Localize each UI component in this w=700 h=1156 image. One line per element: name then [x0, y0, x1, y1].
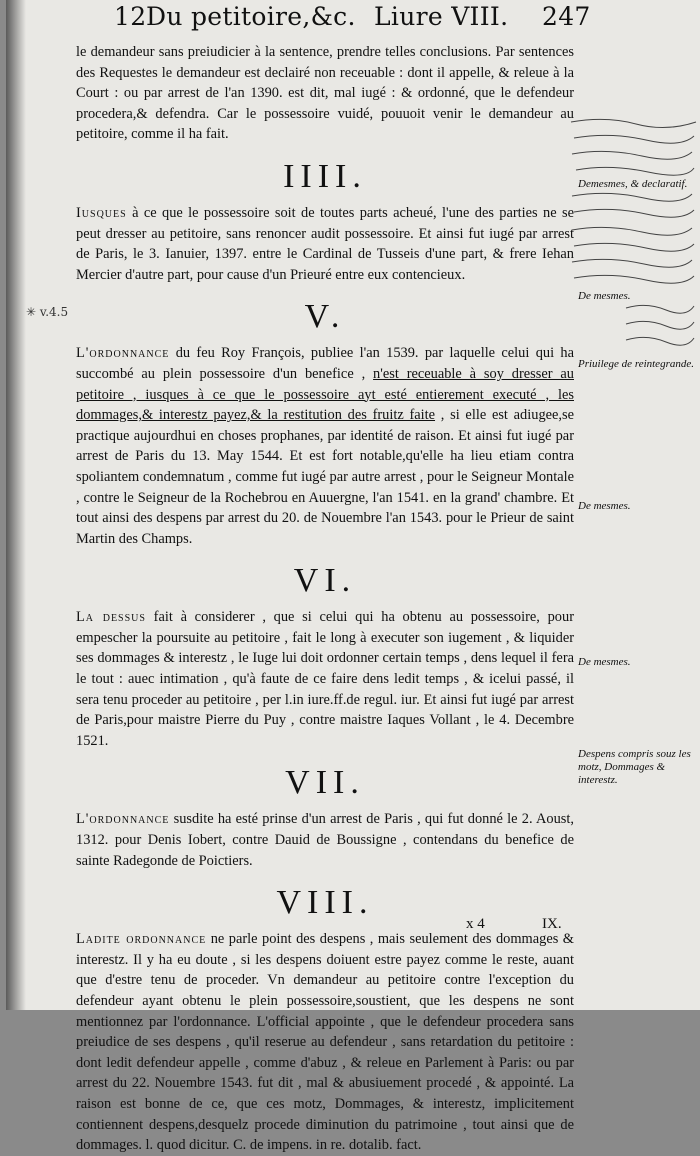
- section-heading-5: V.: [304, 298, 346, 336]
- section-6-body: fait à considerer , que si celui qui ha obtenu au possessoire, pour empescher la poursuite au petitoire , fait le long à executer son iugement , & liquider ses dommages & interestz , le Iuge lui doit ordonner certain temps , dens lequel il fera le tout : auec intimation , qu'à faute de ce faire dens ledit temps , & icelui passé, il sera tenu proceder au petitoire , per l.in iure.ff.de regul. iur. Et ainsi fut iugé par arrest de Paris,pour maistre Pierre du Puy , contre maistre Iaques Vollant , le 4. Decembre 1521.: [76, 609, 574, 749]
- header-book: Liure VIII.: [374, 2, 509, 31]
- margin-note-4: De mesmes.: [578, 500, 631, 512]
- section-7-text: [76, 809, 574, 871]
- section-4-lead: Iusques: [76, 204, 127, 221]
- header-page-left: 12: [114, 2, 147, 31]
- section-5-text: [76, 343, 574, 549]
- header-title: Du petitoire,&c.: [146, 2, 356, 31]
- margin-note-5: De mesmes.: [578, 656, 631, 668]
- section-8-body: ne parle point des despens , mais seulement des dommages & interestz. Il y ha eu doute , si les despens doiuent estre payez comme le reste, auant que d'estre tenu de proceder. Vn demandeur au petitoire contre l'exception du defendeur ayant obtenu le plein possessoire,soustient, que les despens ne sont mentionnez par l'ordonnance. L'official appointe , que le defendeur procedera sans preiudice de ses despens , qu'il reserue au defendeur , sans retardation du petitoire : dont ledit defendeur appelle , comme d'abuz , & releue en Parlement à Paris: ou par arrest du 22. Nouembre 1543. fut dit , mal & abusiuement procedé , & appointé. La raison est bonne de ce, que ces motz, Dommages, & interestz, implicitement contiennent despens,desquelz procede diminution du patrimoine , tout ainsi que de dommages. l. quod dicitur. C. de impens. in re. dotalib. fact.: [76, 931, 574, 1154]
- margin-note-3: Priuilege de reintegrande.: [578, 358, 694, 370]
- section-8-lead: Ladite ordonnance: [76, 931, 207, 948]
- section-5-body-a: du feu Roy François, publiee l'an 1539. par laquelle celui qui ha succombé au plein possessoire d'un benefice ,: [76, 345, 574, 382]
- section-heading-8: VIII.: [276, 884, 374, 922]
- section-7-body: susdite ha esté prinse d'un arrest de Paris , qui fut donné le 2. Aoust, 1312. pour Denis Iobert, contre Dauid de Boussigne , contendans du benefice de sainte Radegonde de Poictiers.: [76, 811, 574, 869]
- section-7-lead: L'ordonnance: [76, 811, 170, 828]
- signature-mark: x 4: [466, 916, 485, 932]
- page-number: 247: [542, 2, 591, 31]
- section-5-underlined: n'est receuable à soy dresser au petitoire , iusques à ce que le possessoire ayt esté entierement executé , les dommages,& interestz payez,& la restitution des fruitz faite: [76, 365, 574, 424]
- section-4-body: à ce que le possessoire soit de toutes parts acheué, l'une des parties ne se peut dresser au petitoire, sans renoncer audit possessoire. Et ainsi fut iugé par arrest de Paris, le 3. Ianuier, 1397. entre le Cardinal de Tusseis d'une part, & frere Iehan Mercier d'autre part, pour cause d'un Prieuré entre eux contencieux.: [76, 204, 574, 283]
- margin-note-2: De mesmes.: [578, 290, 631, 302]
- section-6-lead: La dessus: [76, 609, 146, 626]
- section-6-text: [76, 607, 574, 751]
- catchword: IX.: [542, 916, 562, 932]
- page-footer: [76, 916, 574, 938]
- section-5-body-b: , si elle est adiugee,se practique aujourdhui en choses prophanes, par identité de raison. Et ainsi fut iugé par arrest de Paris du 13. May 1544. Et est fort notable,qu'elle ha lieu etiam contra spoliantem condemnatum , comme fut iugé par autre arrest , pour le Seigneur Montale , contre le Seigneur de la Rochebrou en Auuergne, l'an 1541. en la grand' chambre. Et tout ainsi des despens par arrest du 20. de Nouembre l'an 1543. pour le Prieur de saint Martin des Champs.: [76, 407, 574, 547]
- left-margin-mark: ✳ v.4.5: [26, 305, 69, 319]
- running-header: [14, 2, 694, 38]
- gutter-shadow: [6, 0, 26, 1010]
- section-heading-7: VII.: [285, 764, 365, 802]
- book-page: [6, 0, 700, 1154]
- section-5-lead: L'ordonnance: [76, 345, 170, 362]
- margin-note-6: Despens compris souz les motz, Dommages & interestz.: [578, 748, 691, 786]
- section-heading-4: IIII.: [283, 157, 367, 195]
- section-8-text: [76, 929, 574, 1156]
- main-text: [76, 42, 574, 1156]
- section-heading-6: VI.: [293, 562, 357, 600]
- section-4-text: [76, 203, 574, 285]
- margin-note-1: Demesmes, & declaratif.: [578, 178, 688, 190]
- handwritten-annotation: [566, 112, 700, 362]
- opening-paragraph: le demandeur sans preiudicier à la sentence, prendre telles conclusions. Par sentences des Requestes le demandeur est declairé non receuable : dont il appelle, & releue à la Court : ou par arrest de l'an 1390. est dit, mal iugé : & ordonné, que le defendeur procedera,& defendra. Car le possessoire vuidé, pouuoit venir le demandeur au petitoire, comme il ha fait.: [76, 44, 574, 143]
